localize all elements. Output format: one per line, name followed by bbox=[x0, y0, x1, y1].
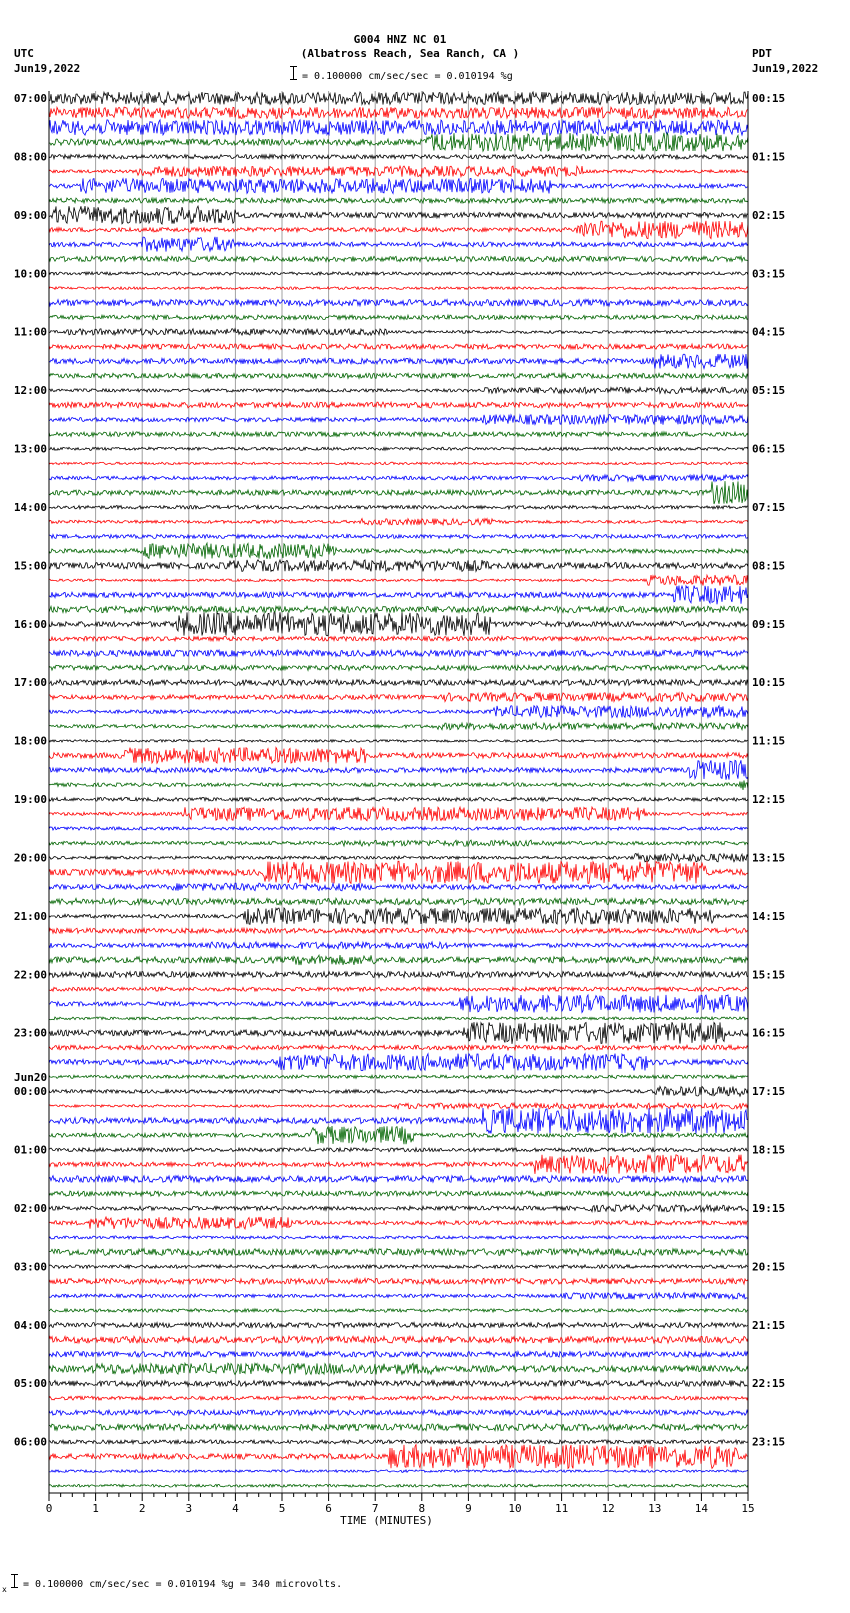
trace-line bbox=[49, 1293, 748, 1299]
day-change-label: Jun20 bbox=[14, 1071, 48, 1085]
footer-scale-bar-icon bbox=[14, 1574, 15, 1588]
trace-line bbox=[49, 315, 748, 320]
trace-line bbox=[49, 415, 748, 425]
trace-line bbox=[49, 92, 748, 105]
trace-line bbox=[49, 237, 748, 252]
trace-line bbox=[49, 505, 748, 509]
x-tick-label: 0 bbox=[45, 1502, 53, 1515]
trace-line bbox=[49, 1108, 748, 1134]
pdt-hour-label: 18:15 bbox=[752, 1143, 786, 1157]
pdt-hour-label: 01:15 bbox=[752, 150, 786, 164]
x-tick-label: 2 bbox=[138, 1502, 146, 1515]
utc-hour-label: 16:00 bbox=[13, 617, 47, 631]
utc-hour-label: 06:00 bbox=[13, 1435, 47, 1449]
chart-traces bbox=[49, 92, 748, 1487]
utc-hour-label: 00:00 bbox=[13, 1085, 47, 1099]
trace-line bbox=[49, 898, 748, 905]
trace-line bbox=[49, 560, 748, 572]
x-tick-label: 6 bbox=[325, 1502, 332, 1515]
trace-line bbox=[49, 1155, 748, 1174]
trace-line bbox=[49, 402, 748, 408]
pdt-hour-label: 15:15 bbox=[752, 968, 786, 982]
trace-line bbox=[49, 344, 748, 349]
trace-line bbox=[49, 827, 748, 830]
utc-hour-label: 14:00 bbox=[13, 500, 47, 514]
trace-line bbox=[49, 1278, 748, 1284]
trace-line bbox=[49, 120, 748, 135]
pdt-hour-label: 02:15 bbox=[752, 208, 786, 222]
utc-hour-label: 04:00 bbox=[13, 1318, 47, 1332]
utc-hour-label: 09:00 bbox=[13, 208, 47, 222]
trace-line bbox=[49, 329, 748, 336]
trace-line bbox=[49, 447, 748, 450]
utc-hour-label: 23:00 bbox=[13, 1026, 47, 1040]
utc-hour-label: 02:00 bbox=[13, 1201, 47, 1215]
trace-line bbox=[49, 256, 748, 261]
station-location: (Albatross Reach, Sea Ranch, CA ) bbox=[300, 47, 520, 60]
trace-line bbox=[49, 287, 748, 290]
trace-line bbox=[49, 636, 748, 641]
trace-line bbox=[49, 723, 748, 730]
x-tick-label: 10 bbox=[508, 1502, 522, 1515]
right-date: Jun19,2022 bbox=[752, 62, 819, 75]
utc-hour-label: 17:00 bbox=[13, 676, 47, 690]
trace-line bbox=[49, 942, 748, 949]
trace-line bbox=[49, 1236, 748, 1239]
utc-hour-label: 11:00 bbox=[13, 325, 47, 339]
trace-line bbox=[49, 373, 748, 378]
footer-scale-text: = 0.100000 cm/sec/sec = 0.010194 %g = 340 microvolts. bbox=[23, 1579, 343, 1590]
trace-line bbox=[49, 198, 748, 203]
trace-line bbox=[49, 908, 748, 924]
trace-line bbox=[49, 972, 748, 978]
pdt-hour-label: 23:15 bbox=[752, 1435, 786, 1449]
x-tick-label: 11 bbox=[554, 1502, 569, 1515]
trace-line bbox=[49, 798, 748, 802]
x-tick-label: 12 bbox=[601, 1502, 615, 1515]
trace-line bbox=[49, 606, 748, 613]
trace-line bbox=[49, 1396, 748, 1400]
utc-hour-label: 13:00 bbox=[13, 442, 47, 456]
utc-hour-label: 10:00 bbox=[13, 267, 47, 281]
trace-line bbox=[49, 300, 748, 307]
pdt-hour-label: 05:15 bbox=[752, 384, 786, 398]
pdt-hour-label: 04:15 bbox=[752, 325, 786, 339]
trace-line bbox=[49, 1148, 748, 1152]
pdt-hour-label: 11:15 bbox=[752, 734, 786, 748]
utc-hour-label: 20:00 bbox=[13, 851, 47, 865]
trace-line bbox=[49, 853, 748, 862]
right-timezone: PDT bbox=[752, 47, 772, 60]
pdt-hour-label: 21:15 bbox=[752, 1318, 786, 1332]
trace-line bbox=[49, 861, 748, 883]
trace-line bbox=[49, 1410, 748, 1415]
utc-hour-label: 03:00 bbox=[13, 1260, 47, 1274]
trace-line bbox=[49, 1205, 748, 1212]
pdt-hour-label: 22:15 bbox=[752, 1377, 786, 1391]
pdt-hour-label: 08:15 bbox=[752, 559, 786, 573]
left-timezone: UTC bbox=[14, 47, 34, 60]
trace-line bbox=[49, 432, 748, 437]
trace-line bbox=[49, 740, 748, 742]
pdt-hour-label: 19:15 bbox=[752, 1201, 786, 1215]
trace-line bbox=[49, 1352, 748, 1358]
trace-line bbox=[49, 354, 748, 369]
trace-line bbox=[49, 1191, 748, 1196]
utc-hour-label: 15:00 bbox=[13, 559, 47, 573]
trace-line bbox=[49, 272, 748, 275]
utc-hour-label: 01:00 bbox=[13, 1143, 47, 1157]
trace-line bbox=[49, 1054, 748, 1071]
trace-line bbox=[49, 807, 748, 821]
trace-line bbox=[49, 221, 748, 239]
trace-line bbox=[49, 178, 748, 193]
trace-line bbox=[49, 543, 748, 559]
x-tick-label: 9 bbox=[465, 1502, 472, 1515]
utc-hour-label: 05:00 bbox=[13, 1377, 47, 1391]
trace-line bbox=[49, 575, 748, 586]
left-date: Jun19,2022 bbox=[14, 62, 81, 75]
x-tick-label: 7 bbox=[371, 1502, 379, 1515]
utc-hour-label: 18:00 bbox=[13, 734, 47, 748]
x-tick-label: 3 bbox=[185, 1502, 193, 1515]
trace-line bbox=[49, 1381, 748, 1387]
trace-line bbox=[49, 1126, 748, 1144]
trace-line bbox=[49, 1363, 748, 1374]
trace-line bbox=[49, 155, 748, 159]
trace-line bbox=[49, 1484, 748, 1487]
trace-line bbox=[49, 706, 748, 718]
trace-line bbox=[49, 1336, 748, 1343]
trace-line bbox=[49, 1265, 748, 1269]
trace-line bbox=[49, 206, 748, 224]
trace-line bbox=[49, 1424, 748, 1431]
trace-line bbox=[49, 1249, 748, 1256]
utc-hour-label: 08:00 bbox=[13, 150, 47, 164]
trace-line bbox=[49, 1217, 748, 1229]
trace-line bbox=[49, 133, 748, 152]
trace-line bbox=[49, 462, 748, 464]
station-title: G004 HNZ NC 01 bbox=[353, 33, 447, 46]
pdt-hour-label: 12:15 bbox=[752, 793, 786, 806]
trace-line bbox=[49, 387, 748, 393]
trace-line bbox=[49, 680, 748, 686]
trace-line bbox=[49, 1087, 748, 1097]
pdt-hour-label: 10:15 bbox=[752, 676, 786, 690]
trace-line bbox=[49, 1440, 748, 1444]
trace-line bbox=[49, 1445, 748, 1469]
trace-line bbox=[49, 107, 748, 119]
trace-line bbox=[49, 760, 748, 779]
trace-line bbox=[49, 1017, 748, 1020]
x-tick-label: 13 bbox=[648, 1502, 662, 1515]
trace-line bbox=[49, 1309, 748, 1312]
pdt-hour-label: 09:15 bbox=[752, 617, 786, 631]
pdt-hour-label: 07:15 bbox=[752, 500, 786, 514]
x-tick-label: 4 bbox=[232, 1502, 239, 1515]
trace-line bbox=[49, 612, 748, 636]
pdt-hour-label: 03:15 bbox=[752, 267, 786, 281]
trace-line bbox=[49, 780, 748, 790]
x-tick-label: 8 bbox=[418, 1502, 426, 1515]
x-tick-label: 15 bbox=[741, 1502, 755, 1515]
trace-line bbox=[49, 1470, 748, 1473]
trace-line bbox=[49, 665, 748, 670]
trace-line bbox=[49, 1176, 748, 1183]
trace-line bbox=[49, 1045, 748, 1050]
pdt-hour-label: 13:15 bbox=[752, 851, 786, 865]
trace-line bbox=[49, 475, 748, 481]
utc-hour-label: 21:00 bbox=[13, 909, 47, 923]
trace-line bbox=[49, 1103, 748, 1109]
pdt-hour-label: 16:15 bbox=[752, 1026, 786, 1040]
trace-line bbox=[49, 995, 748, 1013]
trace-line bbox=[49, 883, 748, 891]
trace-line bbox=[49, 481, 748, 504]
trace-line bbox=[49, 1075, 748, 1078]
scale-text: = 0.100000 cm/sec/sec = 0.010194 %g bbox=[302, 71, 513, 82]
utc-hour-label: 19:00 bbox=[13, 793, 47, 806]
utc-hour-label: 07:00 bbox=[13, 92, 47, 105]
trace-line bbox=[49, 987, 748, 991]
x-axis-title: TIME (MINUTES) bbox=[340, 1514, 433, 1527]
trace-line bbox=[49, 928, 748, 933]
pdt-hour-label: 14:15 bbox=[752, 909, 786, 923]
x-tick-label: 5 bbox=[278, 1502, 286, 1515]
pdt-hour-label: 17:15 bbox=[752, 1085, 786, 1099]
trace-line bbox=[49, 840, 748, 846]
trace-line bbox=[49, 586, 748, 605]
pdt-hour-label: 20:15 bbox=[752, 1260, 786, 1274]
utc-hour-label: 12:00 bbox=[13, 384, 47, 398]
trace-line bbox=[49, 693, 748, 702]
trace-line bbox=[49, 955, 748, 965]
pdt-hour-label: 06:15 bbox=[752, 442, 786, 456]
trace-line bbox=[49, 748, 748, 764]
trace-line bbox=[49, 166, 748, 177]
pdt-hour-label: 00:15 bbox=[752, 92, 786, 105]
x-tick-label: 14 bbox=[694, 1502, 709, 1515]
trace-line bbox=[49, 535, 748, 539]
trace-line bbox=[49, 1022, 748, 1044]
x-tick-label: 1 bbox=[92, 1502, 99, 1515]
trace-line bbox=[49, 650, 748, 656]
trace-line bbox=[49, 1323, 748, 1328]
utc-hour-label: 22:00 bbox=[13, 968, 47, 982]
footer-marker: x bbox=[2, 1585, 7, 1594]
trace-line bbox=[49, 519, 748, 525]
